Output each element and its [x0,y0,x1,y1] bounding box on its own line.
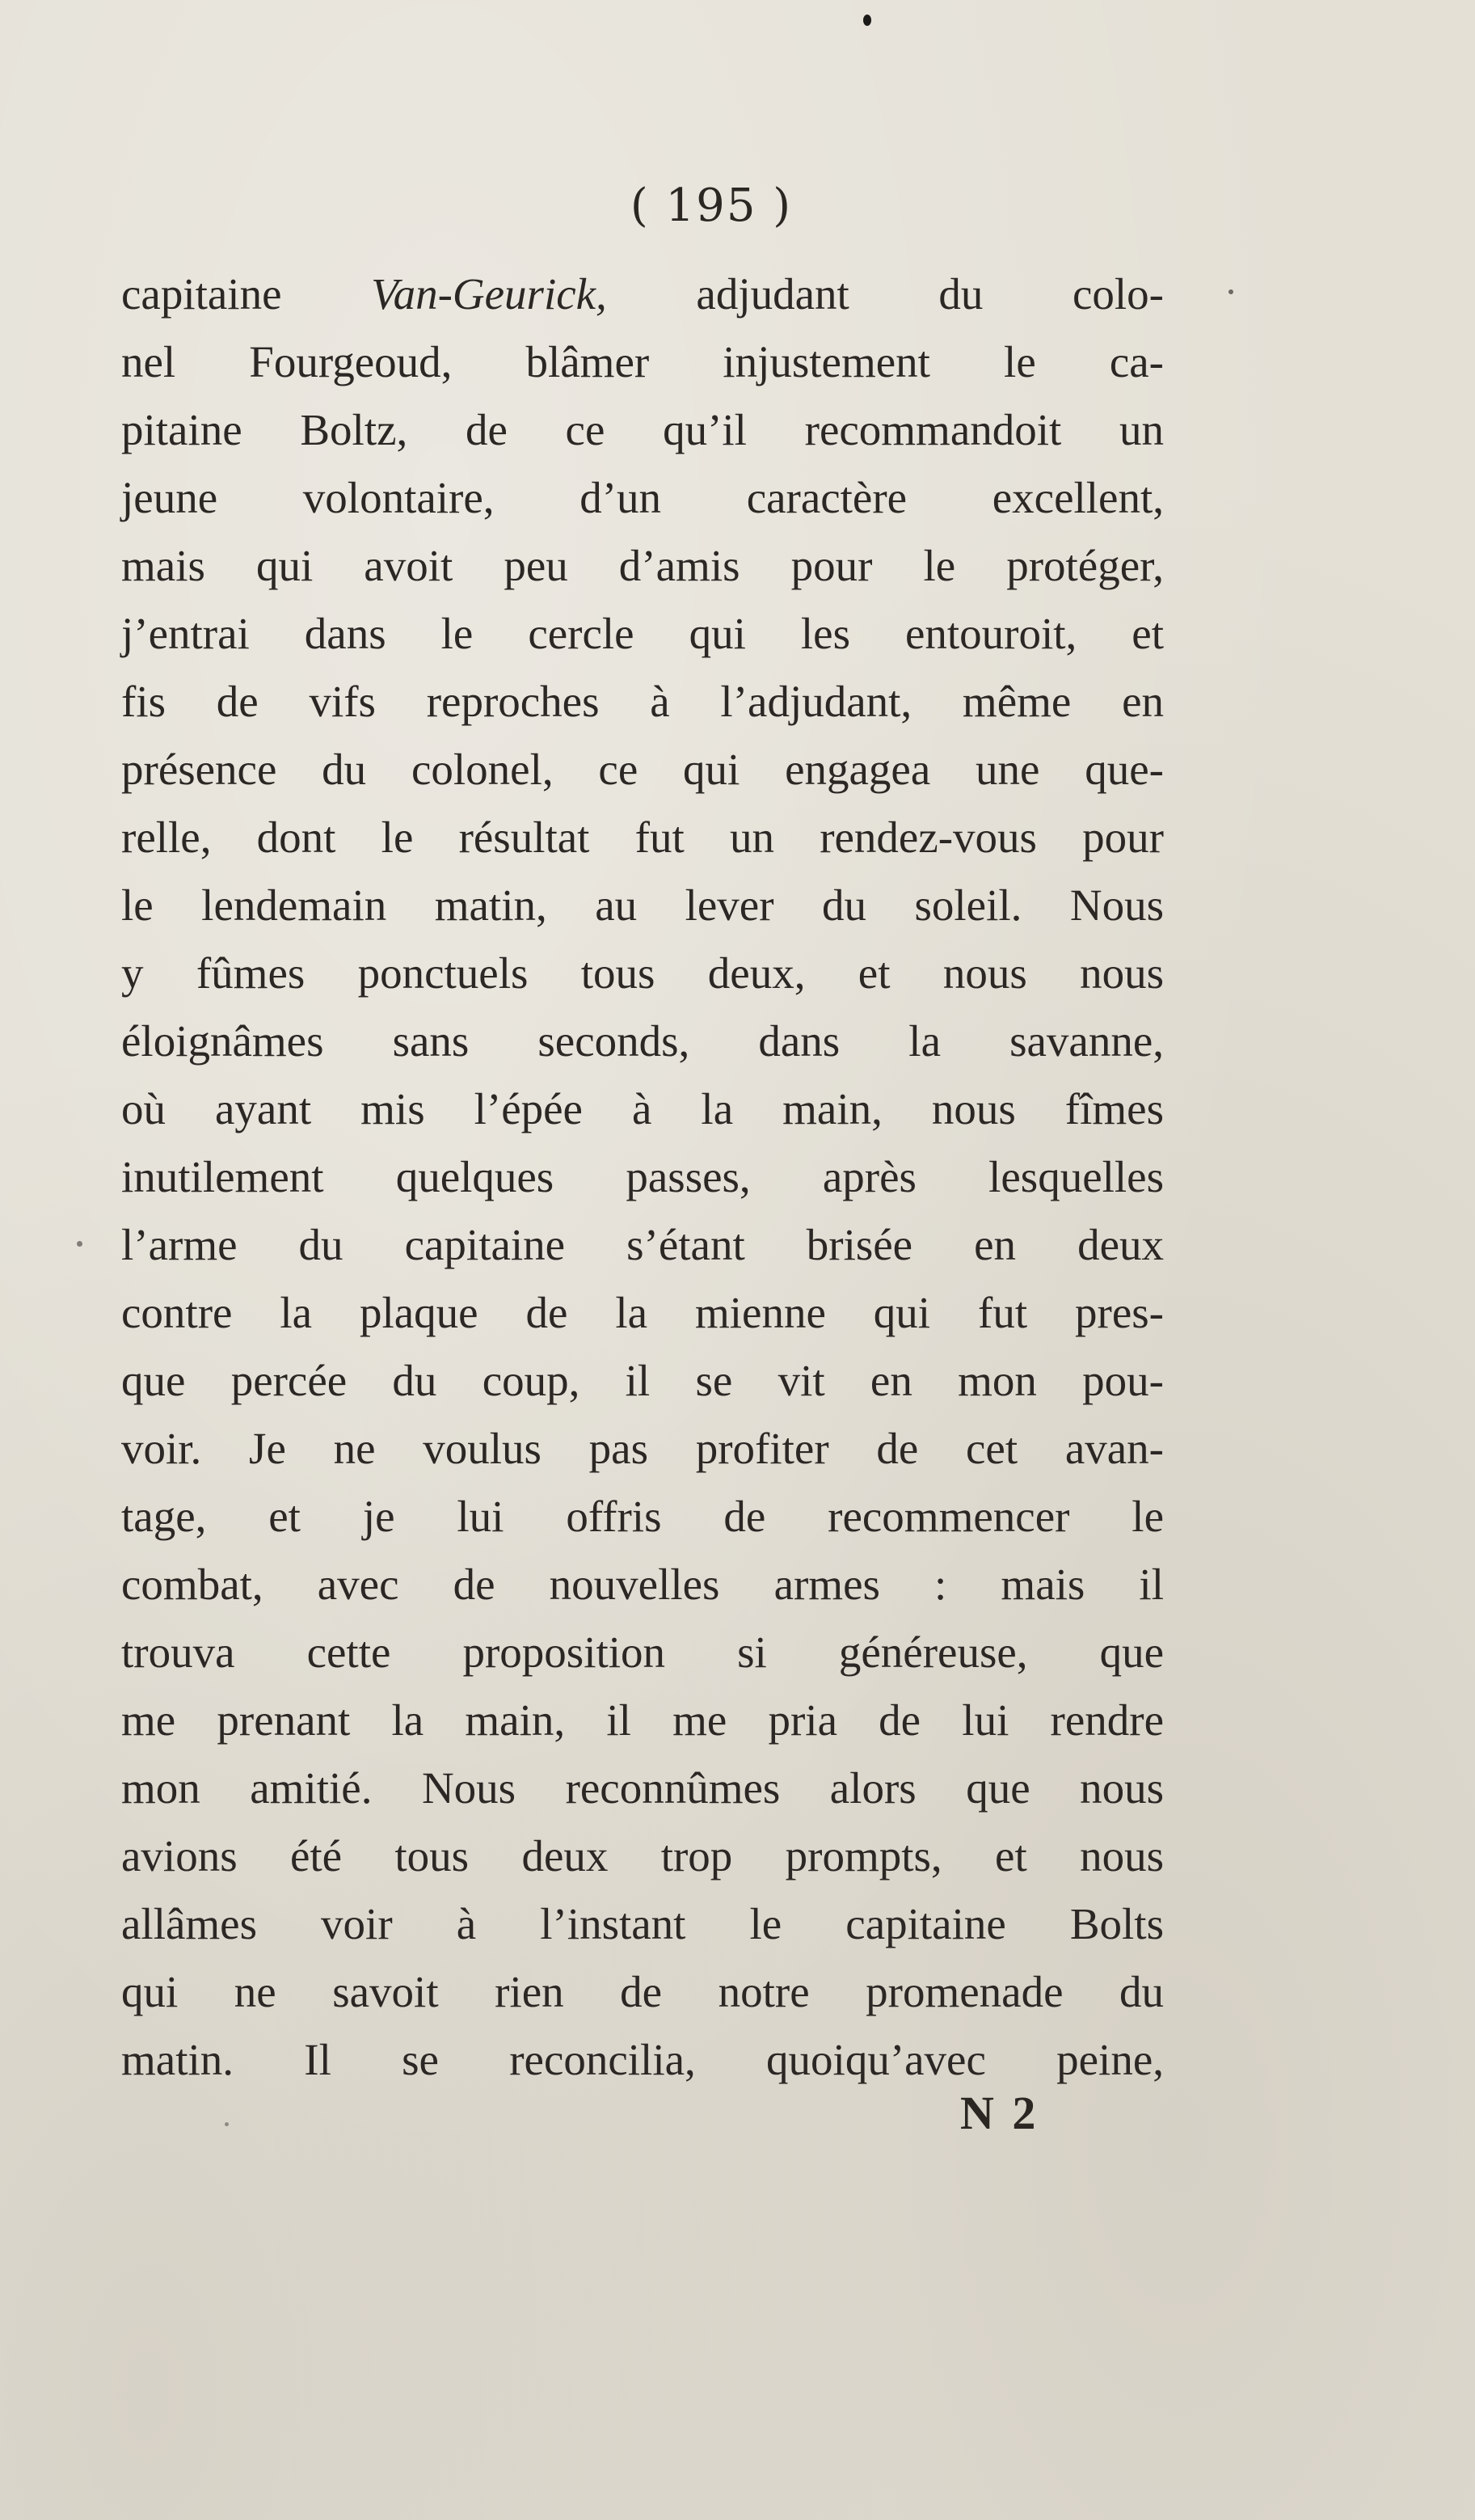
text-line: qui ne savoit rien de notre promenade du [121,1967,1164,2016]
text-line: jeune volontaire, d’un caractère excellent, [121,473,1164,522]
text-line: contre la plaque de la mienne qui fut pres- [121,1288,1164,1337]
text-line: relle, dont le résultat fut un rendez-vous pour [121,813,1164,862]
text-line: tage, et je lui offris de recommencer le [121,1492,1164,1541]
ink-speck [77,1241,82,1247]
page-number: ( 195 ) [630,179,793,232]
text-line: trouva cette proposition si généreuse, que [121,1627,1164,1677]
text-line: l’arme du capitaine s’étant brisée en deux [121,1220,1164,1269]
text-line: y fûmes ponctuels tous deux, et nous nous [121,948,1164,998]
text-line: mon amitié. Nous reconnûmes alors que nous [121,1763,1164,1813]
text-line: présence du colonel, ce qui engagea une que- [121,745,1164,794]
signature-mark: N 2 [960,2087,1039,2139]
text-line: nel Fourgeoud, blâmer injustement le ca- [121,337,1164,386]
text-line: que percée du coup, il se vit en mon pou- [121,1356,1164,1405]
ink-speck [1228,289,1233,294]
text-line: le lendemain matin, au lever du soleil. Nous [121,880,1164,930]
text-line: où ayant mis l’épée à la main, nous fîmes [121,1084,1164,1133]
text-line: pitaine Boltz, de ce qu’il recommandoit un [121,405,1164,454]
text-line: avions été tous deux trop prompts, et nous [121,1831,1164,1881]
ink-speck [863,15,871,26]
text-line: inutilement quelques passes, après lesquelles [121,1152,1164,1201]
ink-speck [225,2122,229,2126]
text-line: combat, avec de nouvelles armes : mais il [121,1560,1164,1609]
text-line: mais qui avoit peu d’amis pour le protéger, [121,541,1164,590]
text-line: matin. Il se reconcilia, quoiqu’avec peine, [121,2035,1164,2084]
text-line: fis de vifs reproches à l’adjudant, même en [121,677,1164,726]
text-line: me prenant la main, il me pria de lui rendre [121,1695,1164,1745]
text-line: j’entrai dans le cercle qui les entouroit, et [121,609,1164,658]
text-line: allâmes voir à l’instant le capitaine Bolts [121,1899,1164,1948]
text-line: éloignâmes sans seconds, dans la savanne, [121,1016,1164,1066]
body-text [121,260,1164,2094]
text-line-1: capitaine Van-Geurick, adjudant du colo- [121,269,1164,319]
text-line: voir. Je ne voulus pas profiter de cet avan- [121,1424,1164,1473]
italic-name: Van-Geurick, [371,269,607,319]
